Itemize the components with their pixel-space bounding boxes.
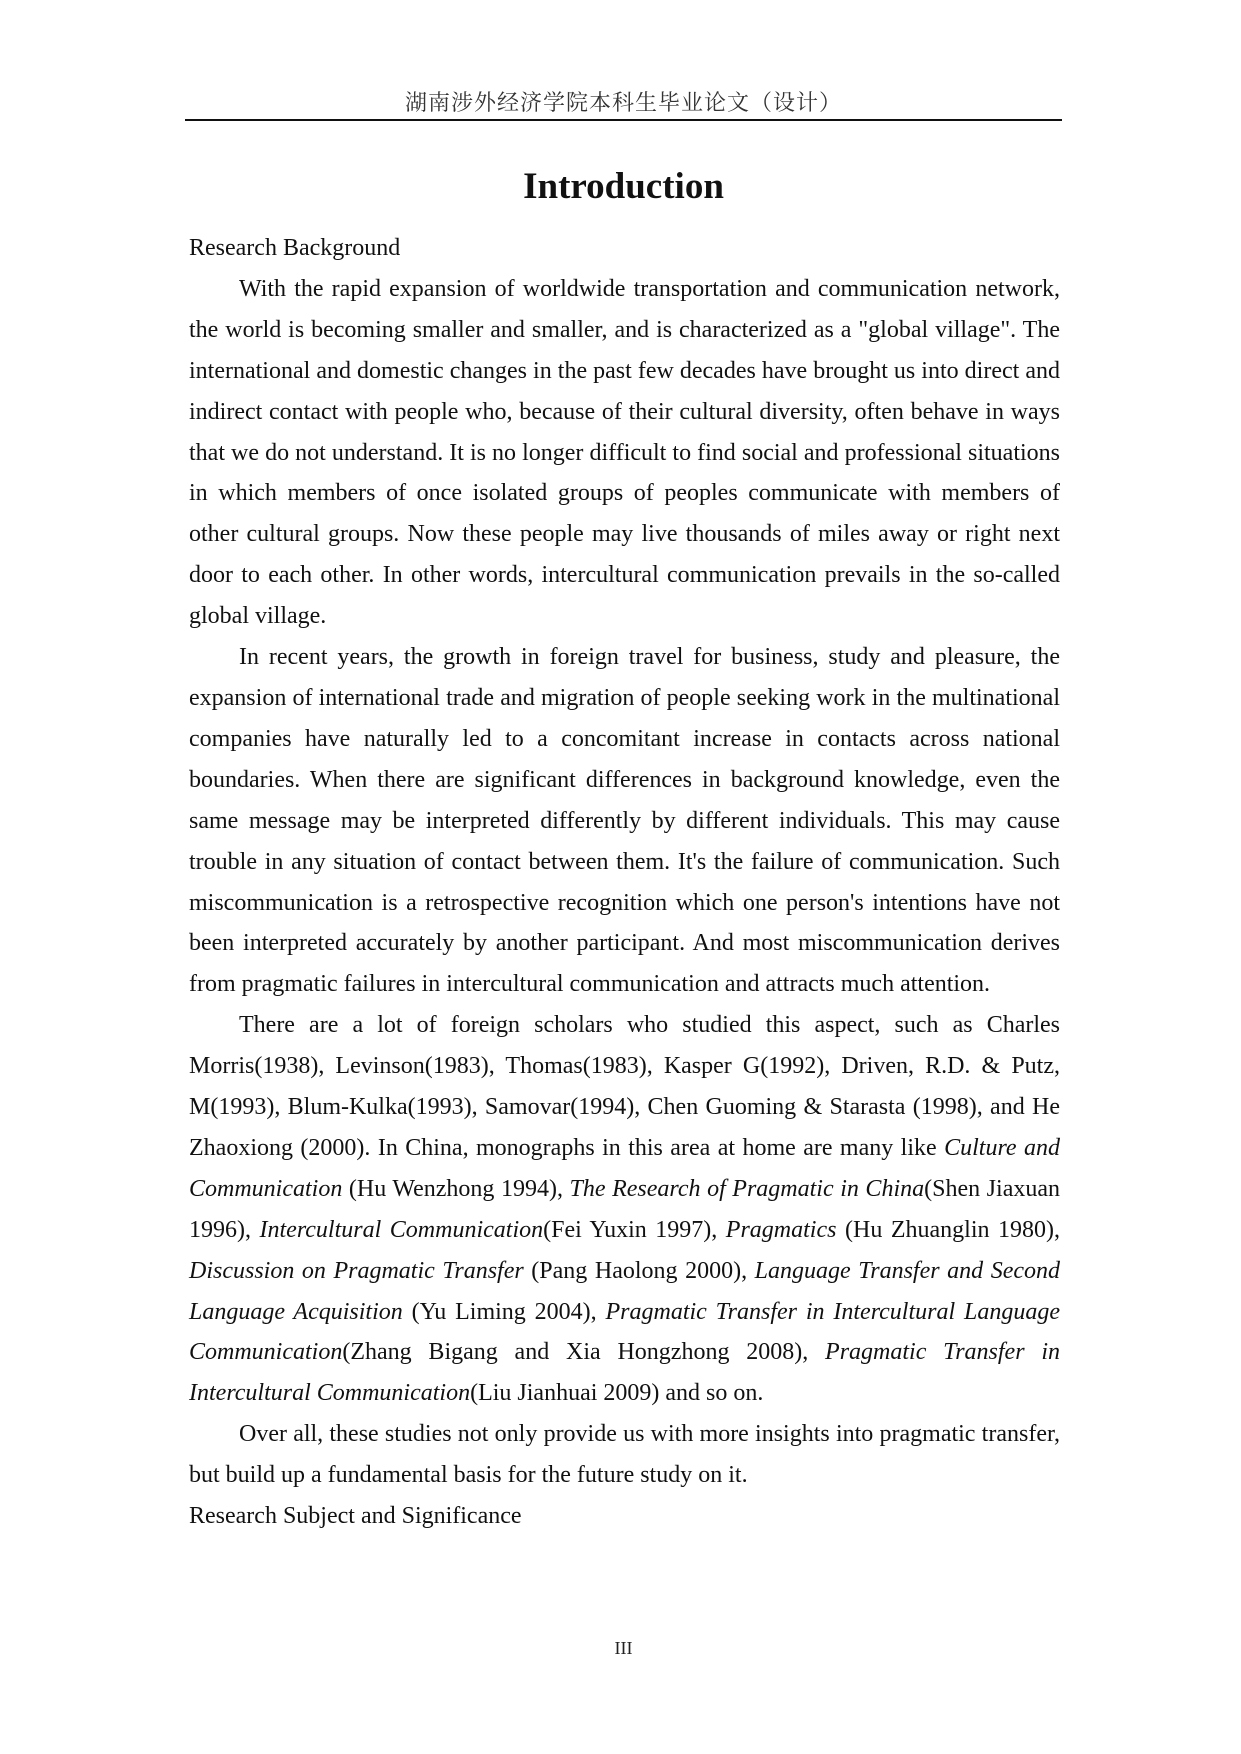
work-title: Discussion on Pragmatic Transfer [189,1257,524,1284]
work-title: Pragmatic Transfer in Intercultural Communication [189,1339,1060,1407]
work-title: Culture and Communication [189,1134,1060,1202]
work-title: Pragmatic Transfer in Intercultural Language Communication [189,1298,1061,1366]
work-title: Language Transfer and Second Language Acquisition [189,1257,1061,1325]
work-citation: (Fei Yuxin 1997), [543,1216,726,1243]
paragraph-3 [189,1005,1060,1414]
page-title: Introduction [523,166,724,207]
paragraph-3-intro: There are a lot of foreign scholars who studied this aspect, such as Charles Morris(1938), Levinson(1983), Thomas(1983), Kasper G(1992), Driven, R.D. & Putz, M(1993), Blum-Kulka(1993), Samovar(1994), Chen Guoming & Starasta (1998), and He Zhaoxiong (2000). In China, monographs in this area at home are many like [189,1012,1060,1161]
work-citation: (Hu Wenzhong 1994), [342,1175,570,1202]
work-citation: (Zhang Bigang and Xia Hongzhong 2008), [342,1339,826,1366]
work-title: Pragmatics [725,1216,837,1243]
body-text [189,228,1060,1537]
work-citation: (Liu Jianhuai 2009) and so on. [470,1380,764,1407]
work-citation: (Pang Haolong 2000), [523,1257,755,1284]
page-header: 湖南涉外经济学院本科生毕业论文（设计） [404,90,842,115]
work-title: Intercultural Communication [259,1216,544,1243]
section-heading-subject: Research Subject and Significance [189,1503,522,1530]
page-number: III [614,1638,633,1658]
header-rule [185,119,1062,121]
work-citation: (Hu Zhuanglin 1980), [836,1216,1060,1243]
paragraph-4: Over all, these studies not only provide us with more insights into pragmatic transfer, but build up a fundamental basis for the future study on it. [189,1421,1060,1489]
work-title: The Research of Pragmatic in China [569,1175,925,1202]
paragraph-2: In recent years, the growth in foreign travel for business, study and pleasure, the expansion of international trade and migration of people seeking work in the multinational companies have naturally led to a concomitant increase in contacts across national boundaries. When there are significant differences in background knowledge, even the same message may be interpreted differently by different individuals. This may cause trouble in any situation of contact between them. It's the failure of communication. Such miscommunication is a retrospective recognition which one person's intentions have not been interpreted accurately by another participant. And most miscommunication derives from pragmatic failures in intercultural communication and attracts much attention. [189,644,1060,998]
work-citation: (Yu Liming 2004), [402,1298,606,1325]
section-heading-background: Research Background [189,235,401,261]
work-citation: (Shen Jiaxuan 1996), [189,1175,1060,1243]
paragraph-1: With the rapid expansion of worldwide transportation and communication network, the world is becoming smaller and smaller, and is characterized as a "global village". The international and domestic changes in the past few decades have brought us into direct and indirect contact with people who, because of their cultural diversity, often behave in ways that we do not understand. It is no longer difficult to find social and professional situations in which members of once isolated groups of peoples communicate with members of other cultural groups. Now these people may live thousands of miles away or right next door to each other. In other words, intercultural communication prevails in the so-called global village. [189,275,1060,630]
